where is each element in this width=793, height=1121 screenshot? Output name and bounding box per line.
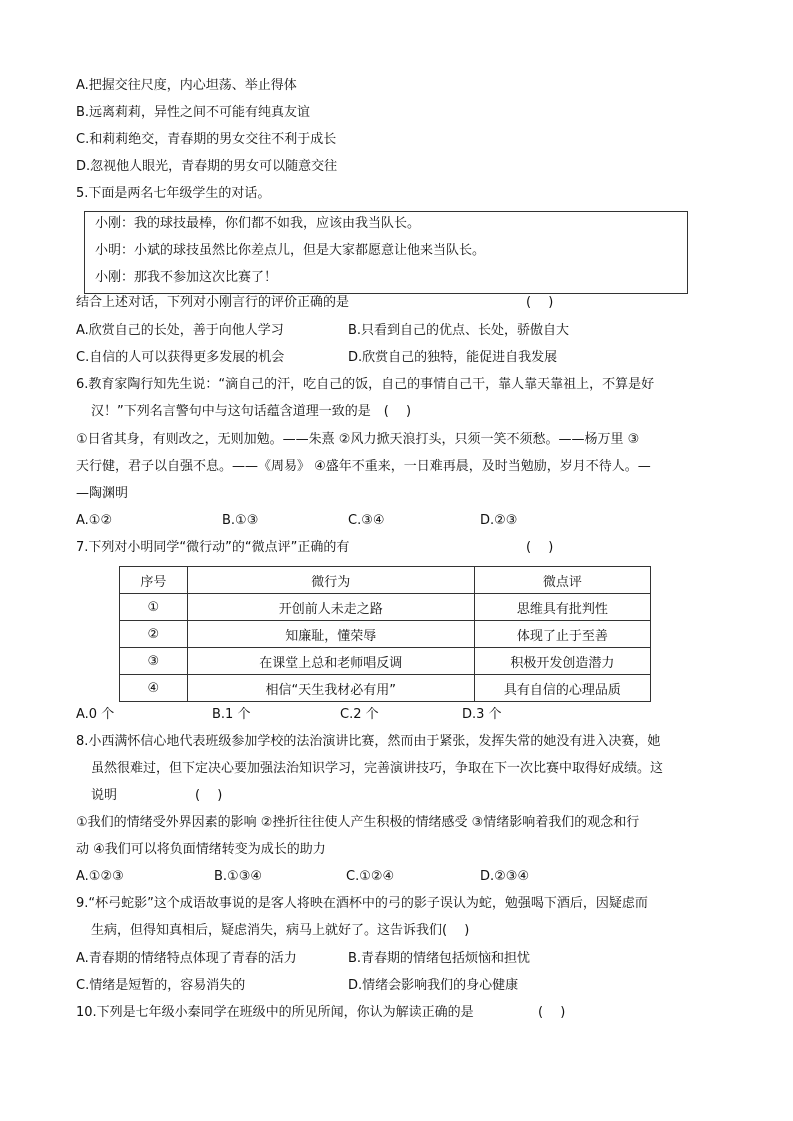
q8-items-line-2: 动 ④我们可以将负面情绪转变为成长的助力 [76, 842, 326, 857]
column-header-index: 序号 [120, 567, 188, 594]
q7-option-a: A.0 个 [76, 707, 115, 722]
q5-option-c: C.自信的人可以获得更多发展的机会 [76, 350, 285, 365]
table-cell: 积极开发创造潜力 [474, 648, 650, 675]
q6-option-c: C.③④ [348, 513, 385, 528]
q5-option-d: D.欣赏自己的独特，能促进自我发展 [348, 350, 558, 365]
dialog-line: 小明：小斌的球技虽然比你差点儿，但是大家都愿意让他来当队长。 [95, 243, 486, 258]
table-cell: 知廉耻，懂荣辱 [187, 621, 474, 648]
table-row [120, 675, 651, 702]
q6-quotes-line-1: ①日省其身，有则改之，无则加勉。——朱熹 ②风力掀天浪打头，只须一笑不须愁。——杨万里 ③ [76, 432, 640, 447]
q7-option-d: D.3 个 [462, 707, 502, 722]
table-header-row [120, 567, 651, 594]
table-cell: 具有自信的心理品质 [474, 675, 650, 702]
q6-quotes-line-3: —陶渊明 [76, 486, 129, 501]
table-cell: 在课堂上总和老师唱反调 [187, 648, 474, 675]
q4-option-d: D.忽视他人眼光，青春期的男女可以随意交往 [76, 159, 338, 174]
q9-option-b: B.青春期的情绪包括烦恼和担忧 [348, 951, 531, 966]
q6-stem-line-2: 汉！”下列名言警句中与这句话蕴含道理一致的是 ( ) [91, 404, 412, 419]
q8-items-line-1: ①我们的情绪受外界因素的影响 ②挫折往往使人产生积极的情绪感受 ③情绪影响着我们的观念和行 [76, 815, 640, 830]
table-cell: 思维具有批判性 [474, 594, 650, 621]
q5-stem: 5.下面是两名七年级学生的对话。 [76, 186, 271, 201]
dialog-line: 小刚：那我不参加这次比赛了！ [95, 270, 278, 285]
table-cell: 相信“天生我材必有用” [187, 675, 474, 702]
q6-option-b: B.①③ [222, 513, 259, 528]
q9-option-a: A.青春期的情绪特点体现了青春的活力 [76, 951, 297, 966]
q5-dialog-box [84, 211, 688, 294]
q7-table [119, 566, 651, 702]
q4-option-c: C.和莉莉绝交，青春期的男女交往不利于成长 [76, 132, 337, 147]
table-cell: ② [120, 621, 188, 648]
column-header-comment: 微点评 [474, 567, 650, 594]
table-cell: 开创前人未走之路 [187, 594, 474, 621]
q7-option-c: C.2 个 [340, 707, 379, 722]
q6-quotes-line-2: 天行健，君子以自强不息。——《周易》 ④盛年不重来，一日难再晨，及时当勉励，岁月不待人。— [76, 459, 651, 474]
q6-stem-line-1: 6.教育家陶行知先生说：“滴自己的汗，吃自己的饭，自己的事情自己干，靠人靠天靠祖上，不算是好 [76, 377, 655, 392]
q9-stem-line-2: 生病，但得知真相后，疑虑消失，病马上就好了。这告诉我们( ) [91, 923, 470, 938]
q9-stem-line-1: 9.“杯弓蛇影”这个成语故事说的是客人将映在酒杯中的弓的影子误认为蛇，勉强喝下酒后，因疑虑而 [76, 896, 648, 911]
q8-option-a: A.①②③ [76, 869, 124, 884]
q8-option-b: B.①③④ [214, 869, 263, 884]
q8-stem-line-2: 虽然很难过，但下定决心要加强法治知识学习，完善演讲技巧，争取在下一次比赛中取得好成绩。这 [91, 761, 664, 776]
q7-stem: 7.下列对小明同学“微行动”的“微点评”正确的有 [76, 540, 350, 555]
q9-option-c: C.情绪是短暂的，容易消失的 [76, 978, 246, 993]
table-row [120, 594, 651, 621]
q10-stem: 10.下列是七年级小秦同学在班级中的所见所闻，你认为解读正确的是 [76, 1005, 474, 1020]
q5-question: 结合上述对话，下列对小刚言行的评价正确的是 [76, 295, 350, 310]
q10-answer-bracket: ( ) [538, 1005, 566, 1020]
q4-option-a: A.把握交往尺度，内心坦荡、举止得体 [76, 78, 297, 93]
q8-stem-line-1: 8.小西满怀信心地代表班级参加学校的法治演讲比赛，然而由于紧张，发挥失常的她没有进入决赛，她 [76, 734, 661, 749]
q9-option-d: D.情绪会影响我们的身心健康 [348, 978, 519, 993]
q5-option-a: A.欣赏自己的长处，善于向他人学习 [76, 323, 284, 338]
q4-option-b: B.远离莉莉，异性之间不可能有纯真友谊 [76, 105, 311, 120]
q5-answer-bracket: ( ) [526, 295, 554, 310]
table-cell: ③ [120, 648, 188, 675]
q5-option-b: B.只看到自己的优点、长处，骄傲自大 [348, 323, 570, 338]
q8-option-c: C.①②④ [346, 869, 395, 884]
column-header-action: 微行为 [187, 567, 474, 594]
table-cell: ① [120, 594, 188, 621]
table-row [120, 648, 651, 675]
table-cell: ④ [120, 675, 188, 702]
q7-answer-bracket: ( ) [526, 540, 554, 555]
table-cell: 体现了止于至善 [474, 621, 650, 648]
q6-option-d: D.②③ [480, 513, 518, 528]
table-row [120, 621, 651, 648]
q7-option-b: B.1 个 [212, 707, 251, 722]
dialog-line: 小刚：我的球技最棒，你们都不如我，应该由我当队长。 [95, 216, 421, 231]
q8-stem-line-3: 说明 ( ) [91, 788, 223, 803]
q8-option-d: D.②③④ [480, 869, 530, 884]
q6-option-a: A.①② [76, 513, 113, 528]
